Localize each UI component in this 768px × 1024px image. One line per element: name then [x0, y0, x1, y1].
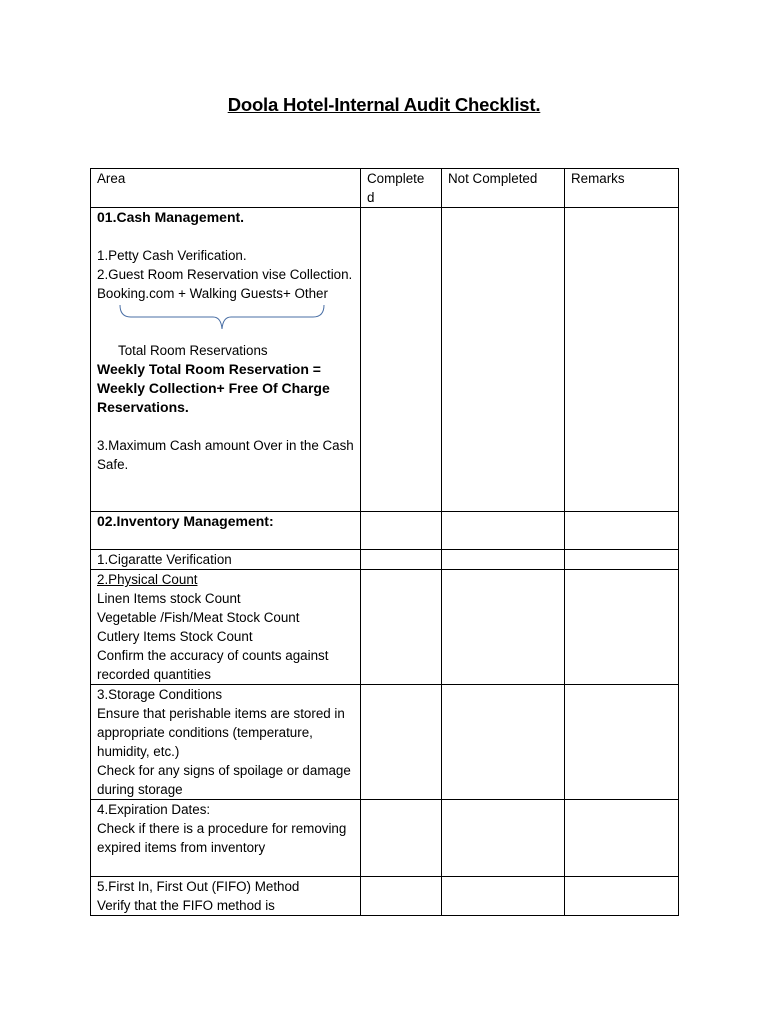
- fifo-line: Verify that the FIFO method is: [97, 898, 275, 913]
- table-header-row: [91, 169, 679, 208]
- table-row-expiration-dates: [91, 800, 679, 877]
- header-remarks: Remarks: [565, 169, 679, 208]
- page-title: Doola Hotel-Internal Audit Checklist.: [227, 94, 541, 115]
- inventory-completed-cell[interactable]: [361, 512, 442, 550]
- fifo-completed-cell[interactable]: [361, 877, 442, 916]
- physical-count-line: Linen Items stock Count: [97, 591, 241, 606]
- cigarette-remarks-cell[interactable]: [565, 550, 679, 570]
- header-not-completed: Not Completed: [442, 169, 565, 208]
- storage-conditions-cell: [91, 685, 361, 800]
- inventory-remarks-cell[interactable]: [565, 512, 679, 550]
- table-row-fifo: [91, 877, 679, 916]
- storage-remarks-cell[interactable]: [565, 685, 679, 800]
- expiration-dates-cell: [91, 800, 361, 877]
- inventory-heading-cell: [91, 512, 361, 550]
- storage-conditions-title: 3.Storage Conditions: [97, 687, 223, 702]
- header-completed: Complete d: [361, 169, 442, 208]
- header-area: Area: [91, 169, 361, 208]
- table-row-inventory-heading: [91, 512, 679, 550]
- expiration-not-completed-cell[interactable]: [442, 800, 565, 877]
- cigarette-not-completed-cell[interactable]: [442, 550, 565, 570]
- table-row-cigarette: [91, 550, 679, 570]
- storage-completed-cell[interactable]: [361, 685, 442, 800]
- cash-management-cell: [91, 208, 361, 512]
- cigarette-cell: [91, 550, 361, 570]
- cash-sources: Booking.com + Walking Guests+ Other: [97, 286, 328, 301]
- fifo-title: 5.First In, First Out (FIFO) Method: [97, 879, 300, 894]
- cash-not-completed-cell[interactable]: [442, 208, 565, 512]
- cash-item-room-reservation: 2.Guest Room Reservation vise Collection.: [97, 267, 353, 282]
- cash-remarks-cell[interactable]: [565, 208, 679, 512]
- physical-count-completed-cell[interactable]: [361, 570, 442, 685]
- table-row-physical-count: [91, 570, 679, 685]
- physical-count-line: Confirm the accuracy of counts against recorded quantities: [97, 648, 329, 682]
- fifo-not-completed-cell[interactable]: [442, 877, 565, 916]
- physical-count-line: Vegetable /Fish/Meat Stock Count: [97, 610, 300, 625]
- inventory-item-cigarette: 1.Cigaratte Verification: [97, 552, 232, 567]
- cigarette-completed-cell[interactable]: [361, 550, 442, 570]
- table-row-storage-conditions: [91, 685, 679, 800]
- reservation-formula: Weekly Total Room Reservation = Weekly Collection+ Free Of Charge Reservations.: [97, 361, 330, 415]
- storage-conditions-line: Ensure that perishable items are stored in appropriate conditions (temperature, humidity, etc.): [97, 706, 345, 759]
- inventory-management-heading: 02.Inventory Management:: [97, 513, 274, 529]
- expiration-dates-line: Check if there is a procedure for removing expired items from inventory: [97, 821, 347, 855]
- storage-conditions-line: Check for any signs of spoilage or damage during storage: [97, 763, 351, 797]
- inventory-not-completed-cell[interactable]: [442, 512, 565, 550]
- fifo-remarks-cell[interactable]: [565, 877, 679, 916]
- fifo-cell: [91, 877, 361, 916]
- cash-management-heading: 01.Cash Management.: [97, 209, 245, 225]
- table-row-cash-management: [91, 208, 679, 512]
- physical-count-remarks-cell[interactable]: [565, 570, 679, 685]
- curly-brace-icon: [97, 303, 354, 341]
- physical-count-title: 2.Physical Count: [97, 572, 198, 587]
- physical-count-cell: [91, 570, 361, 685]
- audit-checklist-table: [90, 168, 679, 916]
- storage-not-completed-cell[interactable]: [442, 685, 565, 800]
- physical-count-not-completed-cell[interactable]: [442, 570, 565, 685]
- total-room-reservations-label: Total Room Reservations: [118, 343, 268, 358]
- expiration-remarks-cell[interactable]: [565, 800, 679, 877]
- cash-item-petty-cash: 1.Petty Cash Verification.: [97, 248, 247, 263]
- expiration-completed-cell[interactable]: [361, 800, 442, 877]
- expiration-dates-title: 4.Expiration Dates:: [97, 802, 211, 817]
- physical-count-line: Cutlery Items Stock Count: [97, 629, 253, 644]
- cash-item-max-cash: 3.Maximum Cash amount Over in the Cash Safe.: [97, 438, 354, 472]
- cash-completed-cell[interactable]: [361, 208, 442, 512]
